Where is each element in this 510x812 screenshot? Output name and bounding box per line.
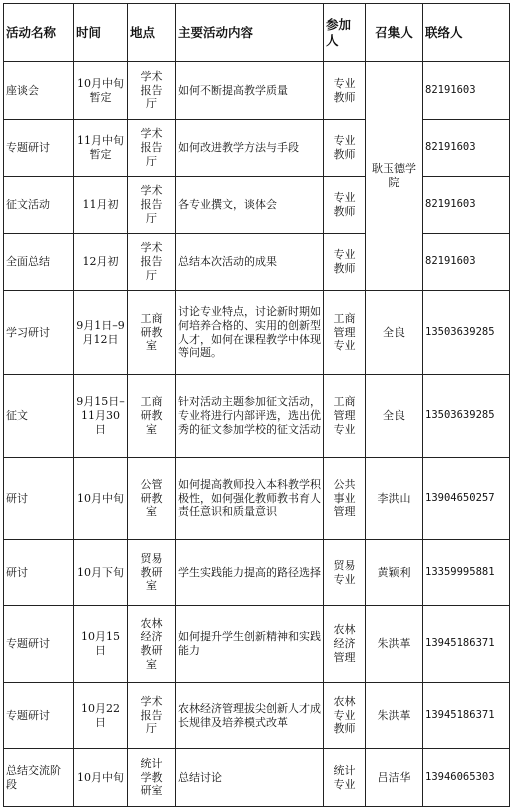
cell-time: 10月中旬暂定 [74, 62, 128, 120]
cell-place: 学术报告厅 [128, 234, 176, 291]
cell-participants: 专业教师 [324, 177, 366, 234]
table-row [4, 540, 510, 606]
table-row [4, 291, 510, 375]
header-row [4, 4, 510, 62]
cell-convener-merged: 耿玉德学院 [366, 62, 423, 291]
cell-contact: 82191603 [423, 234, 510, 291]
cell-time: 10月22日 [74, 683, 128, 749]
cell-name: 总结交流阶段 [4, 749, 74, 807]
cell-participants: 农林经济管理 [324, 606, 366, 683]
cell-place: 学术报告厅 [128, 683, 176, 749]
header-contact: 联络人 [423, 4, 510, 62]
cell-time: 9月1日–9月12日 [74, 291, 128, 375]
cell-convener: 吕洁华 [366, 749, 423, 807]
cell-name: 专题研讨 [4, 683, 74, 749]
cell-time: 10月中旬 [74, 458, 128, 540]
table-row [4, 458, 510, 540]
cell-participants: 统计专业 [324, 749, 366, 807]
cell-participants: 专业教师 [324, 62, 366, 120]
cell-time: 10月下旬 [74, 540, 128, 606]
cell-contact: 13904650257 [423, 458, 510, 540]
cell-convener: 李洪山 [366, 458, 423, 540]
cell-content: 如何改进教学方法与手段 [176, 120, 324, 177]
table-row [4, 62, 510, 120]
cell-name: 研讨 [4, 540, 74, 606]
cell-content: 总结本次活动的成果 [176, 234, 324, 291]
table-row [4, 177, 510, 234]
cell-time: 11月中旬暂定 [74, 120, 128, 177]
cell-time: 10月15日 [74, 606, 128, 683]
cell-name: 征文 [4, 375, 74, 458]
cell-place: 统计学教研室 [128, 749, 176, 807]
cell-participants: 专业教师 [324, 234, 366, 291]
header-content: 主要活动内容 [176, 4, 324, 62]
cell-place: 学术报告厅 [128, 62, 176, 120]
cell-participants: 公共事业管理 [324, 458, 366, 540]
cell-time: 9月15日–11月30日 [74, 375, 128, 458]
cell-place: 学术报告厅 [128, 177, 176, 234]
cell-content: 农林经济管理拔尖创新人才成长规律及培养模式改革 [176, 683, 324, 749]
cell-convener: 全良 [366, 291, 423, 375]
cell-participants: 工商管理专业 [324, 291, 366, 375]
activity-table [3, 3, 510, 807]
cell-content: 各专业撰文，谈体会 [176, 177, 324, 234]
header-participants: 参加人 [324, 4, 366, 62]
cell-name: 研讨 [4, 458, 74, 540]
cell-participants: 专业教师 [324, 120, 366, 177]
cell-time: 10月中旬 [74, 749, 128, 807]
cell-place: 贸易教研室 [128, 540, 176, 606]
cell-name: 学习研讨 [4, 291, 74, 375]
cell-participants: 贸易专业 [324, 540, 366, 606]
cell-convener: 朱洪革 [366, 606, 423, 683]
table-row [4, 120, 510, 177]
cell-contact: 13946065303 [423, 749, 510, 807]
cell-content: 针对活动主题参加征文活动，专业将进行内部评选，选出优秀的征文参加学校的征文活动 [176, 375, 324, 458]
header-convener: 召集人 [366, 4, 423, 62]
cell-content: 讨论专业特点，讨论新时期如何培养合格的、实用的创新型人才，如何在课程教学中体现等问题。 [176, 291, 324, 375]
cell-participants: 农林专业教师 [324, 683, 366, 749]
cell-convener: 全良 [366, 375, 423, 458]
table-row [4, 749, 510, 807]
cell-convener: 黄颖利 [366, 540, 423, 606]
cell-contact: 13503639285 [423, 375, 510, 458]
cell-name: 座谈会 [4, 62, 74, 120]
table-row [4, 606, 510, 683]
cell-convener: 朱洪革 [366, 683, 423, 749]
header-time: 时间 [74, 4, 128, 62]
cell-contact: 82191603 [423, 62, 510, 120]
cell-place: 工商研教室 [128, 375, 176, 458]
cell-content: 如何提高教师投入本科教学积极性，如何强化教师教书育人责任意识和质量意识 [176, 458, 324, 540]
cell-participants: 工商管理专业 [324, 375, 366, 458]
cell-place: 农林经济教研室 [128, 606, 176, 683]
cell-time: 11月初 [74, 177, 128, 234]
cell-place: 工商研教室 [128, 291, 176, 375]
cell-name: 专题研讨 [4, 120, 74, 177]
cell-place: 学术报告厅 [128, 120, 176, 177]
cell-contact: 13945186371 [423, 606, 510, 683]
cell-place: 公管研教室 [128, 458, 176, 540]
cell-contact: 13359995881 [423, 540, 510, 606]
cell-name: 征文活动 [4, 177, 74, 234]
cell-content: 学生实践能力提高的路径选择 [176, 540, 324, 606]
cell-name: 专题研讨 [4, 606, 74, 683]
cell-content: 总结讨论 [176, 749, 324, 807]
table-row [4, 234, 510, 291]
header-name: 活动名称 [4, 4, 74, 62]
cell-content: 如何提升学生创新精神和实践能力 [176, 606, 324, 683]
cell-contact: 13503639285 [423, 291, 510, 375]
cell-contact: 82191603 [423, 177, 510, 234]
cell-content: 如何不断提高教学质量 [176, 62, 324, 120]
table-row [4, 375, 510, 458]
table-row [4, 683, 510, 749]
cell-name: 全面总结 [4, 234, 74, 291]
cell-contact: 82191603 [423, 120, 510, 177]
header-place: 地点 [128, 4, 176, 62]
cell-contact: 13945186371 [423, 683, 510, 749]
cell-time: 12月初 [74, 234, 128, 291]
